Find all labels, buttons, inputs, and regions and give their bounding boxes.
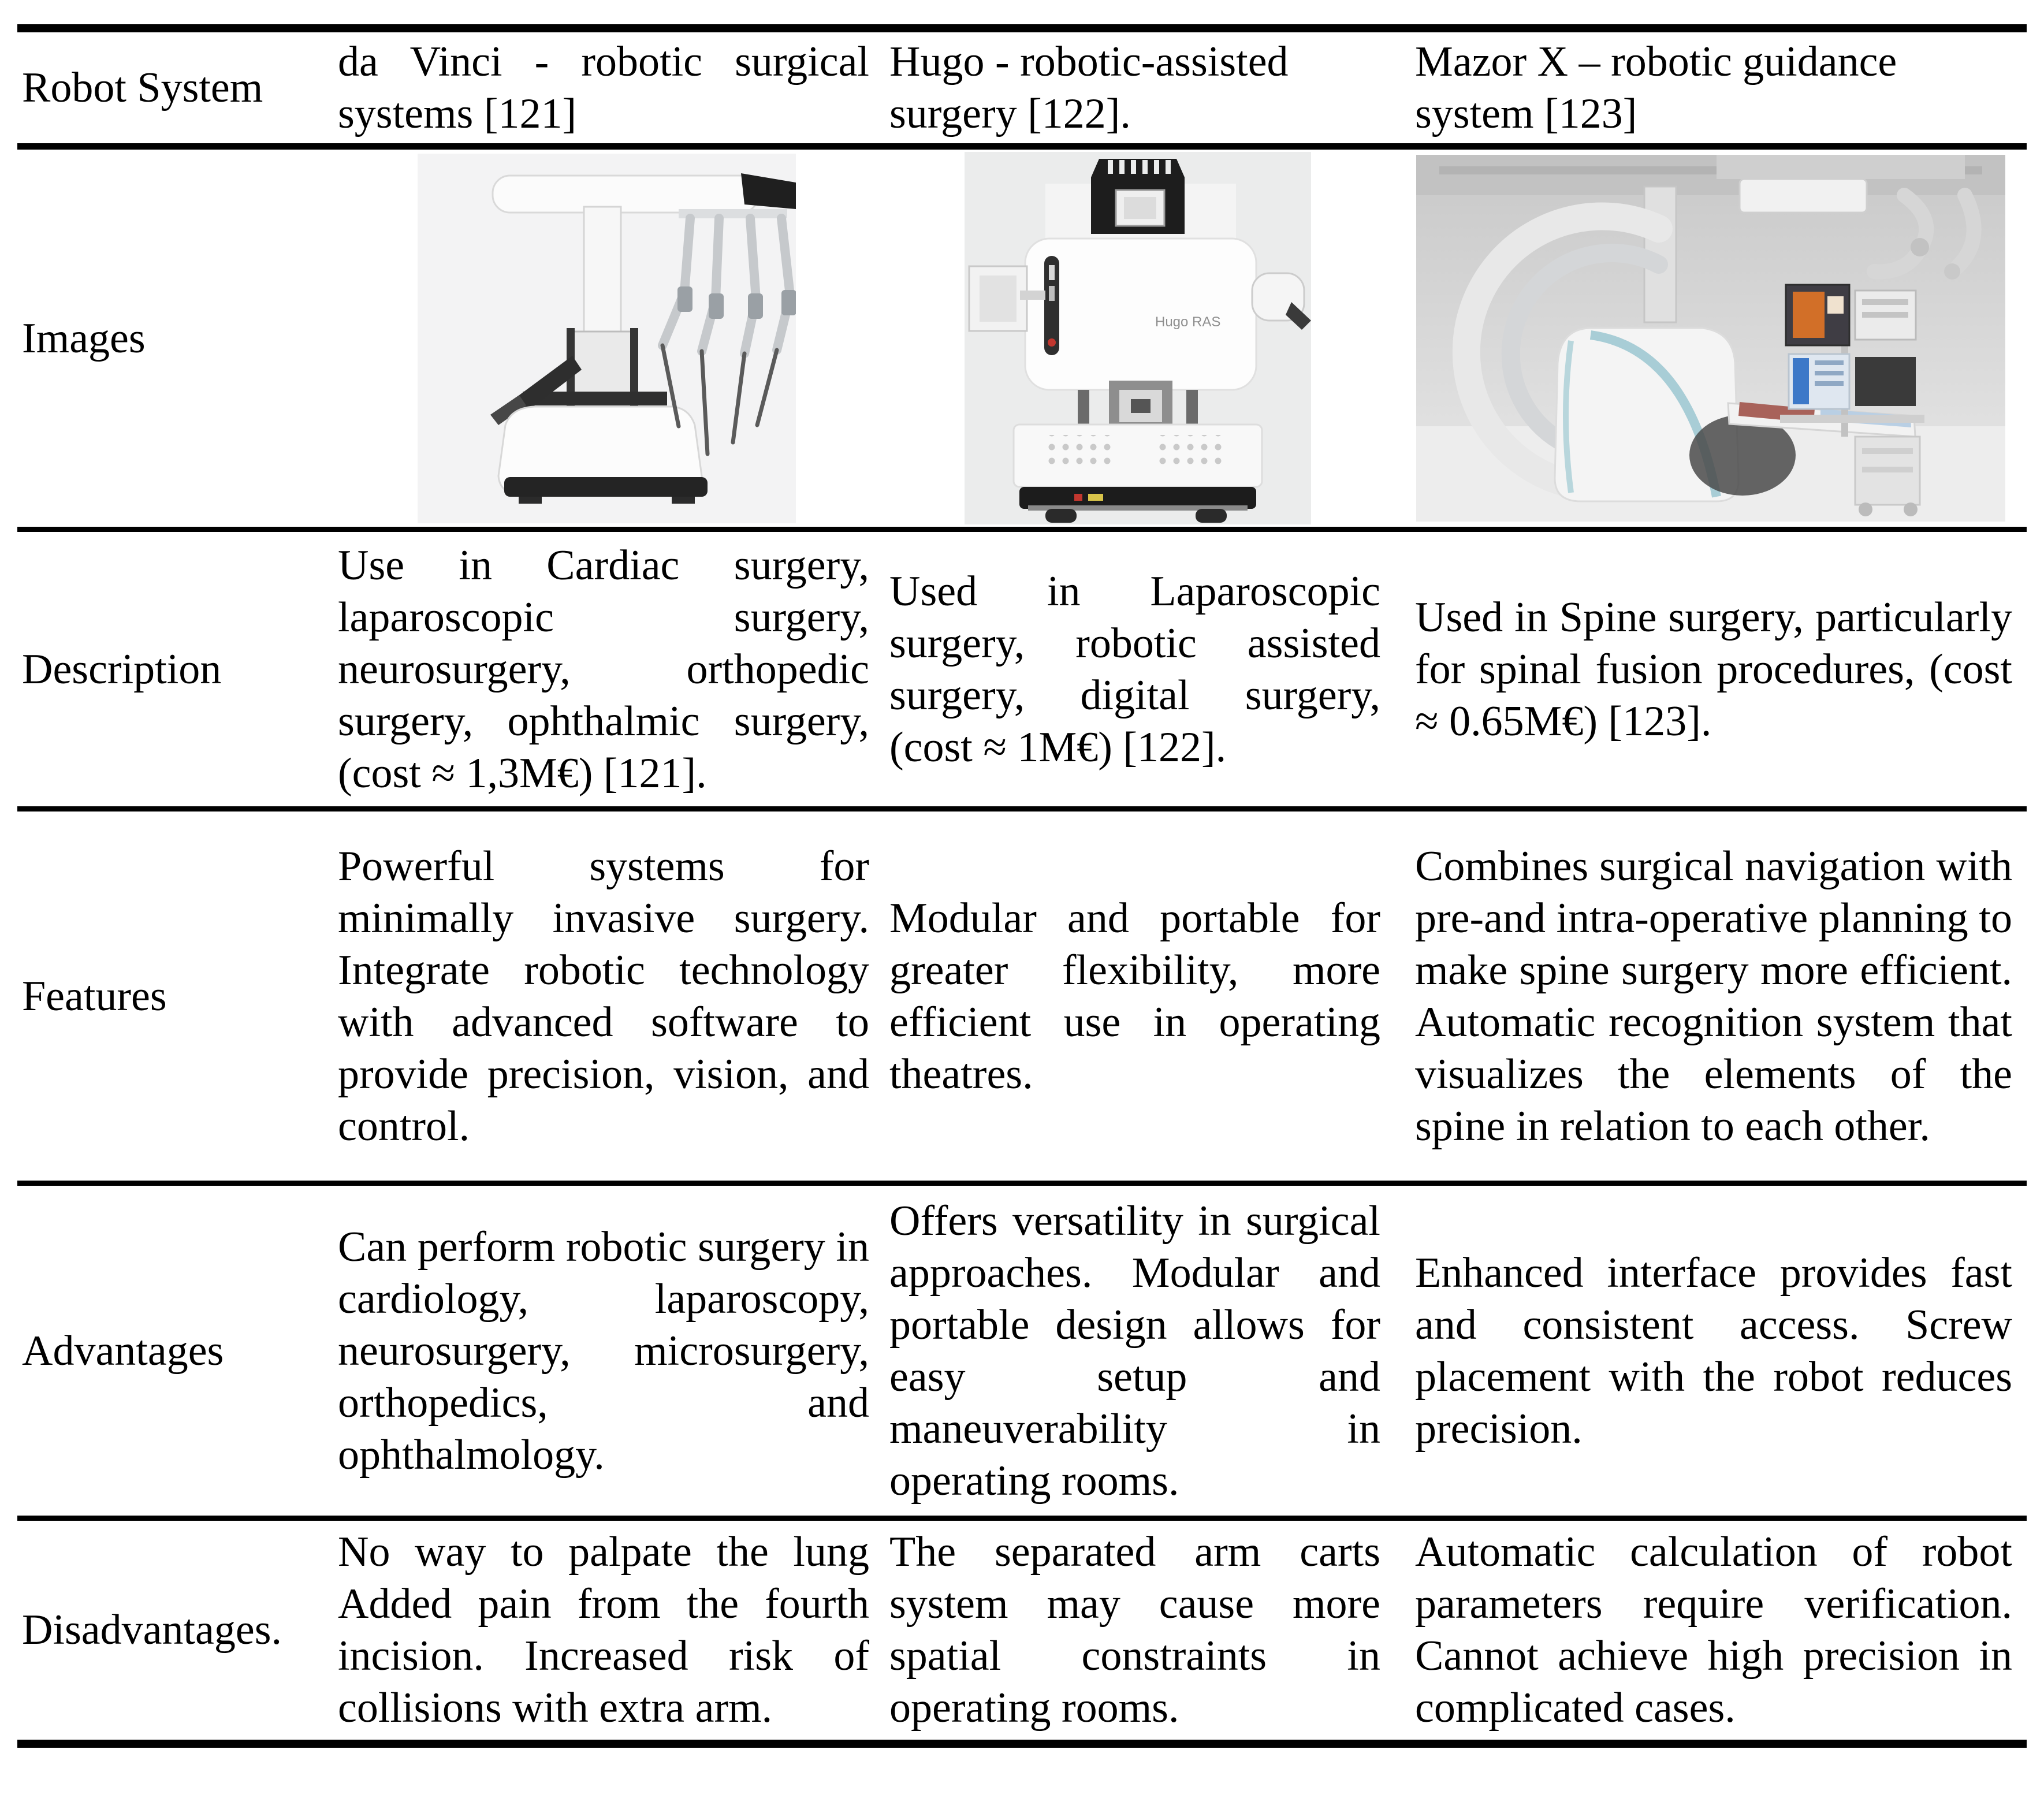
da-vinci-title: da Vinci - robotic surgical systems	[338, 38, 869, 137]
cell-disadvantages-da-vinci: No way to palpate the lung Added pain from the fourth incision. Increased risk of collisions with extra arm.	[338, 1528, 869, 1732]
cell-features-hugo: Modular and portable for greater flexibility, more efficient use in operating theatres.	[889, 894, 1380, 1098]
da-vinci-citation: [121]	[483, 90, 577, 137]
hugo-ras-device-label: Hugo RAS	[1155, 314, 1221, 330]
row-label-description: Description	[22, 645, 222, 693]
header-cell-mazor-x	[1395, 28, 2027, 147]
hugo-citation: [122].	[1027, 90, 1131, 137]
images-row	[17, 147, 2027, 530]
da-vinci-robot-photo	[418, 154, 796, 523]
hugo-title: Hugo - robotic-assisted surgery	[889, 38, 1289, 137]
row-label-disadvantages: Disadvantages.	[22, 1606, 282, 1654]
header-row	[17, 28, 2027, 147]
mazor-citation: [123]	[1544, 90, 1637, 137]
robot-comparison-table	[17, 24, 2027, 1748]
disadvantages-row	[17, 1518, 2027, 1744]
cell-advantages-da-vinci: Can perform robotic surgery in cardiology, laparoscopy, neurosurgery, microsurgery, orthopedics, and ophthalmology.	[338, 1223, 869, 1479]
cell-description-mazor-x: Used in Spine surgery, particularly for spinal fusion procedures, (cost ≈ 0.65M€) [123].	[1415, 593, 2012, 745]
hugo-ras-robot-photo	[965, 152, 1311, 524]
row-label-images: Images	[22, 314, 146, 362]
mazor-title: Mazor X – robotic guidance system	[1415, 38, 1897, 137]
image-cell-da-vinci	[332, 147, 881, 530]
features-row	[17, 809, 2027, 1183]
header-cell-hugo	[881, 28, 1395, 147]
row-label-advantages: Advantages	[22, 1327, 224, 1375]
image-cell-hugo	[881, 147, 1395, 530]
cell-disadvantages-hugo: The separated arm carts system may cause more spatial constraints in operating rooms.	[889, 1528, 1380, 1732]
mazor-x-operating-room-photo	[1416, 155, 2005, 522]
header-cell-robot-system: Robot System	[22, 64, 263, 111]
cell-disadvantages-mazor-x: Automatic calculation of robot parameters require verification. Cannot achieve high precision in complicated cases.	[1415, 1528, 2012, 1732]
cell-advantages-hugo: Offers versatility in surgical approaches. Modular and portable design allows for easy setup and maneuverability in operating rooms.	[889, 1197, 1380, 1505]
row-label-features: Features	[22, 972, 167, 1020]
image-cell-mazor-x	[1395, 147, 2027, 530]
advantages-row	[17, 1183, 2027, 1518]
cell-description-hugo: Used in Laparoscopic surgery, robotic assisted surgery, digital surgery, (cost ≈ 1M€) [122].	[889, 567, 1380, 771]
cell-features-mazor-x: Combines surgical navigation with pre-and intra-operative planning to make spine surgery more efficient. Automatic recognition system that visualizes the elements of the spine in relation to each other.	[1415, 842, 2012, 1150]
cell-advantages-mazor-x: Enhanced interface provides fast and consistent access. Screw placement with the robot reduces precision.	[1415, 1249, 2012, 1453]
cell-description-da-vinci: Use in Cardiac surgery, laparoscopic surgery, neurosurgery, orthopedic surgery, ophthalmic surgery, (cost ≈ 1,3M€) [121].	[338, 541, 869, 797]
cell-features-da-vinci: Powerful systems for minimally invasive surgery. Integrate robotic technology with advanced software to provide precision, vision, and control.	[338, 842, 869, 1150]
description-row	[17, 530, 2027, 809]
header-cell-da-vinci	[332, 28, 881, 147]
